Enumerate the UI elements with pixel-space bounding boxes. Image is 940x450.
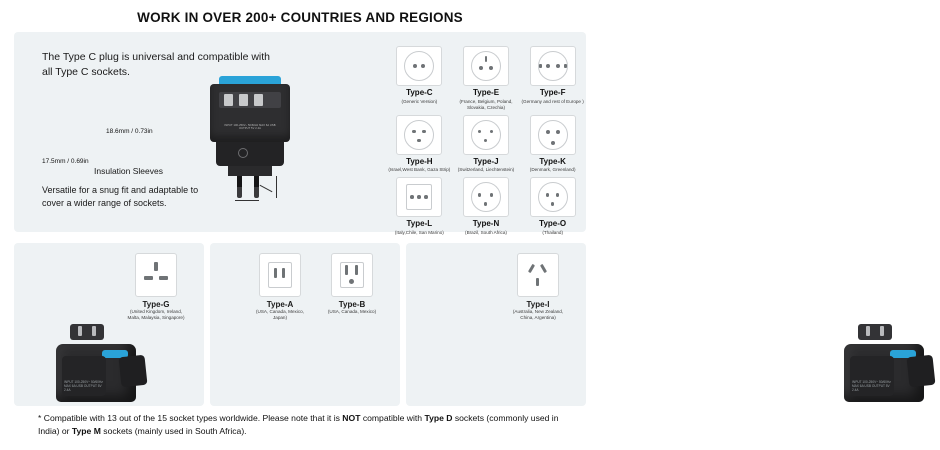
footnote-type-m: Type M — [71, 425, 101, 436]
socket-item-type-c — [386, 46, 453, 111]
adapter-rating-text: INPUT 100-250V~ 50/60Hz MAX 6A USB OUTPUT 5V 2.4A — [224, 124, 276, 130]
socket-name: Type-E — [472, 88, 500, 97]
panel-type-g — [14, 243, 204, 406]
footnote-not: NOT — [342, 413, 361, 423]
panel-type-a-b — [210, 243, 400, 406]
product-photo-g — [42, 324, 152, 406]
socket-item-type-h — [386, 115, 453, 174]
socket-desc: (Germany and rest of Europe ) — [521, 98, 584, 104]
socket-name: Type-K — [539, 156, 566, 166]
socket-item-type-b — [322, 253, 382, 321]
socket-desc: (Brazil, South Africa) — [465, 229, 507, 235]
product-body — [844, 344, 924, 402]
socket-item-type-f — [519, 46, 586, 111]
footnote-part-3: sockets (commonly used in India) or — [38, 413, 559, 436]
product-plug-top — [858, 324, 892, 340]
dimension-width-label: 17.5mm / 0.69in — [42, 158, 89, 165]
sleeve-callout-line — [260, 185, 273, 192]
insulation-sleeves-label: Insulation Sleeves — [94, 166, 163, 176]
socket-desc: (Israel,West Bank, Gaza Strip) — [388, 167, 451, 173]
intro-text: The Type C plug is universal and compatible with all Type C sockets. — [42, 51, 271, 79]
socket-icon-type-o — [530, 177, 576, 217]
socket-item-type-n — [453, 177, 520, 236]
dimension-line-vertical — [276, 176, 277, 198]
socket-desc: (France, Belgium, Poland, Slovakia, Czechia) — [459, 98, 513, 110]
product-plug-top — [70, 324, 104, 340]
socket-icon-type-i — [517, 253, 559, 297]
socket-name: Type-I — [526, 300, 550, 309]
socket-item-type-g — [126, 253, 186, 321]
page-title: WORK IN OVER 200+ COUNTRIES AND REGIONS — [137, 10, 463, 25]
socket-icon-type-b — [331, 253, 373, 297]
socket-icon-type-l — [396, 177, 442, 217]
socket-desc: (Denmark, Greenland) — [529, 167, 576, 173]
socket-item-type-a — [250, 253, 310, 321]
socket-desc: (Australia, New Zealand, China, Argentina) — [512, 309, 564, 320]
socket-desc: (Italy,Chile, San Marino) — [394, 229, 444, 235]
socket-name: Type-G — [142, 300, 170, 309]
socket-name: Type-N — [472, 219, 500, 229]
socket-icon-type-h — [396, 115, 442, 155]
socket-desc: (Generic Version) — [401, 98, 438, 104]
footnote-part-1: * Compatible with 13 out of the 15 socket types worldwide. Please note that it is — [38, 413, 343, 423]
socket-type-grid — [386, 46, 586, 236]
footnote-part-4: sockets (mainly used in South Africa). — [100, 425, 247, 436]
adapter-illustration — [190, 76, 320, 226]
socket-name: Type-A — [266, 300, 294, 309]
dimension-height-label: 18.6mm / 0.73in — [106, 128, 153, 135]
socket-item-type-e — [453, 46, 520, 111]
socket-icon-type-k — [530, 115, 576, 155]
adapter-neck — [228, 166, 272, 176]
adapter-body — [210, 84, 290, 142]
socket-name: Type-F — [539, 88, 566, 97]
socket-item-type-j — [453, 115, 520, 174]
socket-name: Type-O — [539, 219, 567, 229]
socket-icon-type-e — [463, 46, 509, 86]
top-panel — [14, 32, 586, 235]
socket-name: Type-C — [406, 88, 433, 97]
product-body — [56, 344, 136, 402]
socket-desc: (United Kingdom, Ireland, Malta, Malaysia, Singapore) — [127, 309, 185, 320]
socket-desc: (USA, Canada, Mexico) — [327, 309, 377, 314]
socket-item-type-l — [386, 177, 453, 236]
socket-icon-type-f — [530, 46, 576, 86]
socket-name: Type-H — [406, 156, 433, 166]
socket-item-type-k — [519, 115, 586, 174]
socket-icon-type-g — [135, 253, 177, 297]
product-label-text: INPUT 100-250V~ 50/60Hz MAX 6A USB OUTPUT 5V 2.4A — [852, 380, 891, 392]
panel-ab-socket-row — [210, 253, 400, 321]
socket-icon-type-c — [396, 46, 442, 86]
socket-desc: (Thailand) — [542, 229, 563, 235]
adapter-prong-3 — [254, 94, 263, 106]
panel-g-socket-row — [14, 253, 204, 321]
product-photo-i — [830, 324, 940, 406]
insulation-sleeve-left — [237, 176, 242, 187]
footnote-type-d: Type D — [424, 413, 453, 423]
adapter-lower-body — [216, 142, 284, 166]
socket-desc: (USA, Canada, Mexico, Japan) — [256, 309, 304, 320]
footnote-part-2: compatible with — [360, 413, 425, 423]
product-side-wing — [907, 355, 936, 388]
versatile-text: Versatile for a snug fit and adaptable to cover a wider range of sockets. — [42, 185, 199, 209]
socket-desc: (Switzerland, Liechtenstein) — [457, 167, 515, 173]
socket-icon-type-j — [463, 115, 509, 155]
panel-i-socket-row — [406, 253, 586, 321]
socket-name: Type-L — [406, 219, 433, 229]
adapter-pin-right — [254, 176, 259, 198]
adapter-button-icon — [238, 148, 248, 158]
adapter-prong-1 — [224, 94, 233, 106]
adapter-prong-2 — [239, 94, 248, 106]
socket-item-type-i — [508, 253, 568, 321]
product-label-text: INPUT 100-250V~ 50/60Hz MAX 6A USB OUTPUT 5V 2.4A — [64, 380, 103, 392]
socket-name: Type-B — [338, 300, 366, 309]
adapter-pin-left — [237, 176, 242, 198]
socket-item-type-o — [519, 177, 586, 236]
panel-type-i — [406, 243, 891, 406]
dimension-line-horizontal — [235, 200, 259, 201]
footnote — [38, 412, 568, 438]
socket-icon-type-n — [463, 177, 509, 217]
product-side-wing — [119, 355, 148, 388]
socket-name: Type-J — [473, 156, 499, 166]
socket-icon-type-a — [259, 253, 301, 297]
